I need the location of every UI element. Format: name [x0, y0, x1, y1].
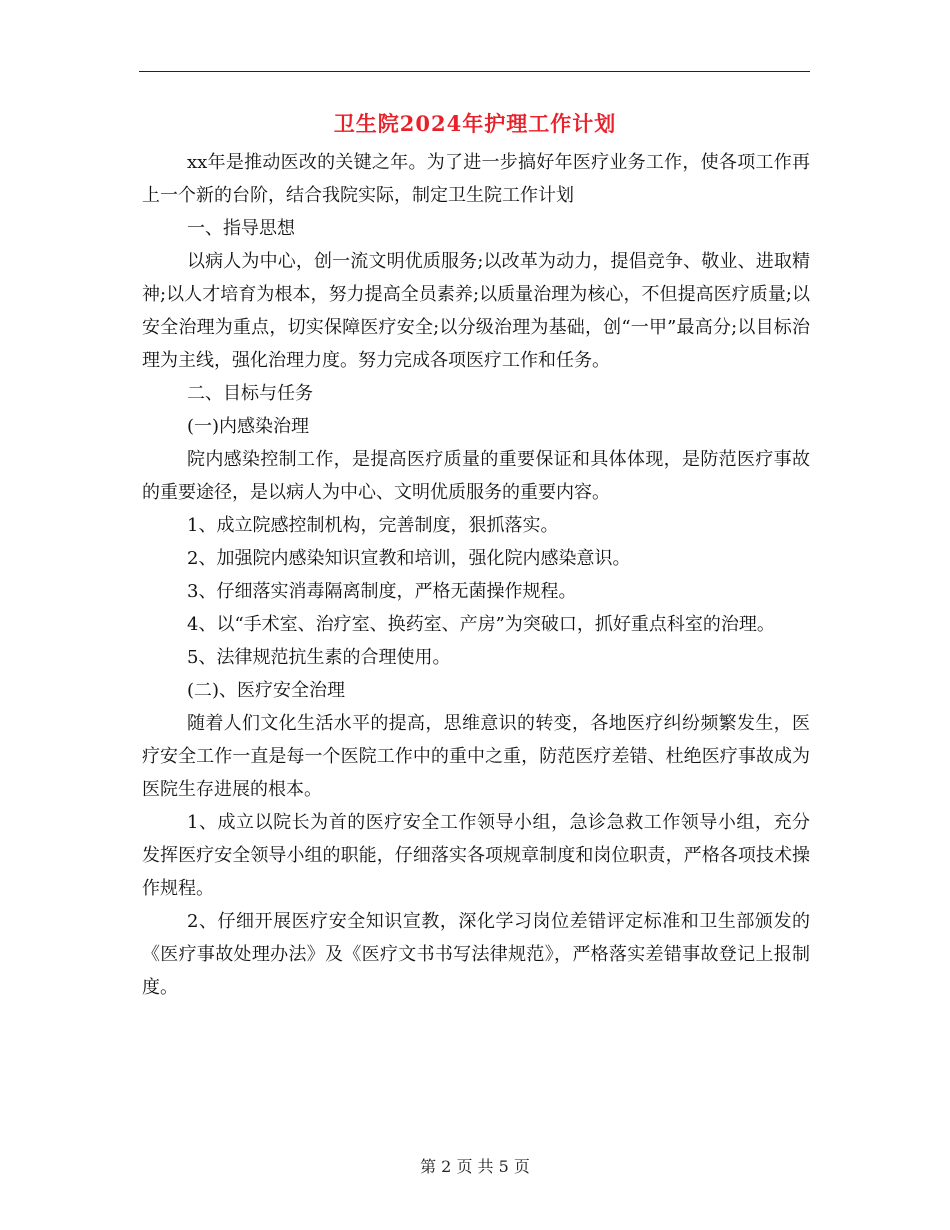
list-item: 1、成立院感控制机构，完善制度，狠抓落实。 — [187, 515, 559, 536]
list-item: 2、仔细开展医疗安全知识宣教，深化学习岗位差错评定标准和卫生部颁发的《医疗事故处理办法》及《医疗文书书写法律规范》，严格落实差错事故登记上报制度。 — [142, 911, 810, 998]
list-item: 1、成立以院长为首的医疗安全工作领导小组，急诊急救工作领导小组，充分发挥医疗安全领导小组的职能，仔细落实各项规章制度和岗位职责，严格各项技术操作规程。 — [142, 812, 810, 899]
subsection-heading: (一)内感染治理 — [187, 416, 310, 437]
list-item: 4、以“手术室、治疗室、换药室、产房”为突破口，抓好重点科室的治理。 — [187, 614, 775, 635]
paragraph: xx年是推动医改的关键之年。为了进一步搞好年医疗业务工作，使各项工作再上一个新的台阶，结合我院实际，制定卫生院工作计划 — [142, 152, 810, 206]
page-footer: 第 2 页 共 5 页 — [420, 1157, 530, 1176]
header-rule — [139, 71, 810, 72]
document-title: 卫生院2024年护理工作计划 — [333, 111, 617, 136]
paragraph: 以病人为中心，创一流文明优质服务;以改革为动力，提倡竞争、敬业、进取精神;以人才培育为根本，努力提高全员素养;以质量治理为核心，不但提高医疗质量;以安全治理为重点，切实保障医疗安全;以分级治理为基础，创“一甲”最高分;以目标治理为主线，强化治理力度。努力完成各项医疗工作和任务。 — [142, 251, 810, 371]
section-heading: 一、指导思想 — [187, 218, 295, 239]
subsection-heading: (二)、医疗安全治理 — [187, 680, 346, 701]
list-item: 3、仔细落实消毒隔离制度，严格无菌操作规程。 — [187, 581, 577, 602]
list-item: 2、加强院内感染知识宣教和培训，强化院内感染意识。 — [187, 548, 631, 569]
document-body — [142, 146, 810, 1004]
paragraph: 随着人们文化生活水平的提高，思维意识的转变，各地医疗纠纷频繁发生，医疗安全工作一直是每一个医院工作中的重中之重，防范医疗差错、杜绝医疗事故成为医院生存进展的根本。 — [142, 713, 810, 800]
paragraph: 院内感染控制工作，是提高医疗质量的重要保证和具体体现，是防范医疗事故的重要途径，是以病人为中心、文明优质服务的重要内容。 — [142, 449, 810, 503]
section-heading: 二、目标与任务 — [187, 383, 313, 404]
list-item: 5、法律规范抗生素的合理使用。 — [187, 647, 451, 668]
